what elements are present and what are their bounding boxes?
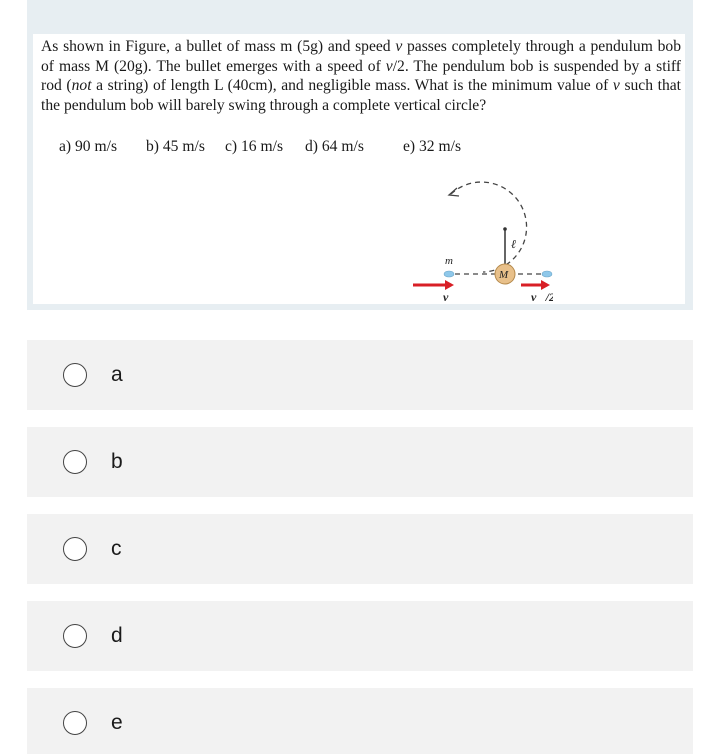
choice-b-text: b) 45 m/s [146,138,205,155]
question-text-run: such that the pendulum bob will barely swing through a complete vertical circle? [41,77,682,114]
radio-e[interactable] [63,711,87,735]
question-content [33,34,685,304]
question-italic-run: v [385,57,393,75]
option-label-e: e [111,711,123,734]
radio-a[interactable] [63,363,87,387]
option-c[interactable] [27,514,693,584]
radio-b[interactable] [63,450,87,474]
question-italic-run: v [395,38,403,55]
circular-path [451,182,527,272]
radio-d[interactable] [63,624,87,648]
velocity-half-label: v⃗/2 [531,290,553,304]
pendulum-figure [373,174,553,304]
rod-length-label: ℓ [511,237,516,251]
option-label-a: a [111,363,123,386]
option-e[interactable] [27,688,693,754]
question-text-run: passes completely through a pendulum bob of mass M (20g). The bullet emerges with a speed of [41,38,681,75]
option-a[interactable] [27,340,693,410]
velocity-arrowhead [445,280,454,290]
question-italic-run: v [612,77,620,94]
choice-c-text: c) 16 m/s [225,138,284,155]
pivot [503,227,507,231]
question-italic-run: not [71,77,92,94]
radio-c[interactable] [63,537,87,561]
question-text-run: /2. The pendulum bob is suspended by a stiff rod ( [41,57,681,94]
option-label-c: c [111,537,122,560]
bullet-mass-label: m [445,255,453,267]
question-text [41,37,681,115]
velocity-half-arrowhead [541,280,550,290]
option-b[interactable] [27,427,693,497]
choice-d-text: d) 64 m/s [305,138,364,155]
bob-mass-label: M [499,269,509,281]
question-text-run: As shown in Figure, a bullet of mass m (5g) and speed [41,38,396,55]
choice-a-text: a) 90 m/s [59,138,118,155]
option-d[interactable] [27,601,693,671]
choice-e-text: e) 32 m/s [403,138,462,155]
option-label-d: d [111,624,123,647]
bullet-after [542,271,552,277]
option-label-b: b [111,450,123,473]
bullet-before [444,271,454,277]
question-card [27,0,693,310]
velocity-label: v⃗ [443,290,458,304]
pendulum-diagram [373,174,553,304]
question-text-run: a string) of length L (40cm), and negligible mass. What is the minimum value of [91,77,613,94]
